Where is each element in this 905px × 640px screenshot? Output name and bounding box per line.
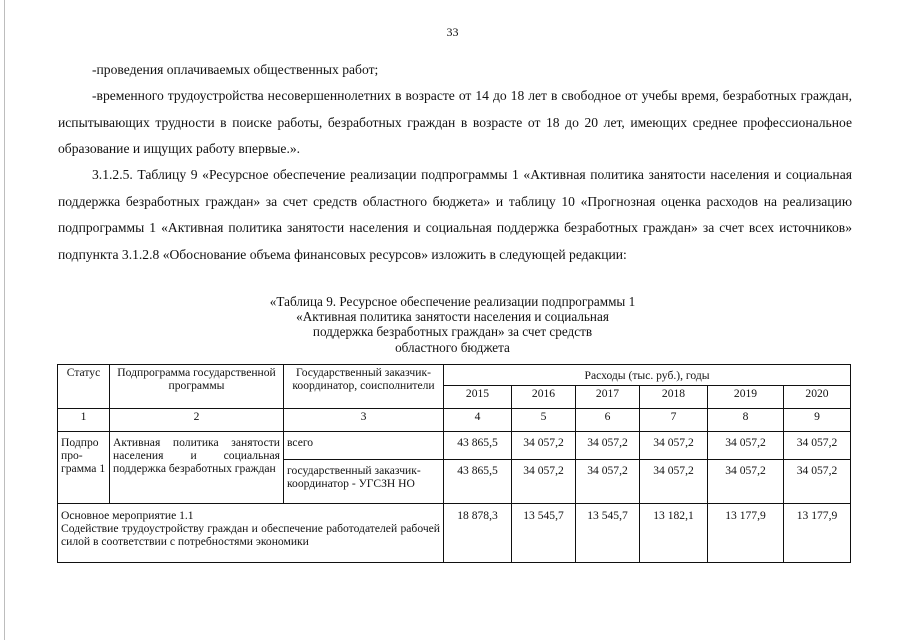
value-cell: 13 177,9 <box>784 504 851 563</box>
value-cell: 34 057,2 <box>512 432 576 460</box>
table-row <box>58 504 851 563</box>
value-cell: 13 545,7 <box>576 504 640 563</box>
caption-line: «Таблица 9. Ресурсное обеспечение реализации подпрограммы 1 <box>269 294 636 309</box>
column-number: 2 <box>110 409 284 432</box>
paragraph-table-amendment: 3.1.2.5. Таблицу 9 «Ресурсное обеспечение реализации подпрограммы 1 «Активная политика занятости населения и социальная поддержка безработных граждан» за счет средств областного бюджета» и таблицу 10 «Прогнозная оценка расходов на реализацию подпрограммы 1 «Активная политика занятости населения и социальная поддержка безработных граждан» за счет всех источников» подпункта 3.1.2.8 «Обоснование объема финансовых ресурсов» изложить в следующей редакции: <box>58 167 852 262</box>
caption-line: областного бюджета <box>395 339 510 355</box>
caption-line: поддержка безработных граждан» за счет средств <box>312 324 593 340</box>
paragraph-public-works: -проведения оплачиваемых общественных работ; <box>92 62 379 77</box>
header-customer: Государственный заказчик-координатор, соисполнители <box>284 365 444 409</box>
caption-line: «Активная политика занятости населения и социальная <box>296 309 609 325</box>
resource-table <box>57 364 851 563</box>
column-number: 1 <box>58 409 110 432</box>
column-number: 9 <box>784 409 851 432</box>
customer-cell: государственный заказчик-координатор - УГСЗН НО <box>284 460 444 504</box>
measure-title: Основное мероприятие 1.1 <box>61 509 194 522</box>
header-subprogram: Подпрограмма государственной программы <box>110 365 284 409</box>
header-year: 2020 <box>784 386 851 409</box>
value-cell: 34 057,2 <box>708 460 784 504</box>
value-cell: 18 878,3 <box>444 504 512 563</box>
measure-cell <box>58 504 444 563</box>
measure-description: Содействие трудоустройству граждан и обеспечение работодателей рабочей силой в соответствии с потребностями экономики <box>61 522 440 548</box>
value-cell: 34 057,2 <box>512 460 576 504</box>
column-number-row <box>58 409 851 432</box>
column-number: 6 <box>576 409 640 432</box>
header-status: Статус <box>58 365 110 409</box>
customer-cell: всего <box>284 432 444 460</box>
header-expenses: Расходы (тыс. руб.), годы <box>444 365 851 386</box>
value-cell: 34 057,2 <box>576 432 640 460</box>
value-cell: 13 177,9 <box>708 504 784 563</box>
value-cell: 34 057,2 <box>640 460 708 504</box>
value-cell: 43 865,5 <box>444 460 512 504</box>
value-cell: 34 057,2 <box>640 432 708 460</box>
page-number: 33 <box>446 25 459 39</box>
status-cell: Подпро про-грамма 1 <box>58 432 110 504</box>
header-year: 2017 <box>576 386 640 409</box>
column-number: 7 <box>640 409 708 432</box>
column-number: 8 <box>708 409 784 432</box>
value-cell: 34 057,2 <box>708 432 784 460</box>
value-cell: 43 865,5 <box>444 432 512 460</box>
subprogram-name-cell: Активная политика занятости населения и социальная поддержка безработных граждан <box>110 432 284 504</box>
header-year: 2016 <box>512 386 576 409</box>
value-cell: 34 057,2 <box>576 460 640 504</box>
value-cell: 13 545,7 <box>512 504 576 563</box>
header-year: 2019 <box>708 386 784 409</box>
table-caption <box>0 294 905 355</box>
value-cell: 34 057,2 <box>784 460 851 504</box>
header-year: 2018 <box>640 386 708 409</box>
paragraph-temporary-employment: -временного трудоустройства несовершеннолетних в возрасте от 14 до 18 лет в свободное от учебы время, безработных граждан, испытывающих трудности в поиске работы, безработных граждан в возрасте от 18 до 20 лет, имеющих среднее профессиональное образование и ищущих работу впервые.». <box>58 88 852 156</box>
value-cell: 13 182,1 <box>640 504 708 563</box>
header-year: 2015 <box>444 386 512 409</box>
header-row <box>58 365 851 386</box>
column-number: 5 <box>512 409 576 432</box>
value-cell: 34 057,2 <box>784 432 851 460</box>
table-row <box>58 432 851 460</box>
column-number: 3 <box>284 409 444 432</box>
column-number: 4 <box>444 409 512 432</box>
